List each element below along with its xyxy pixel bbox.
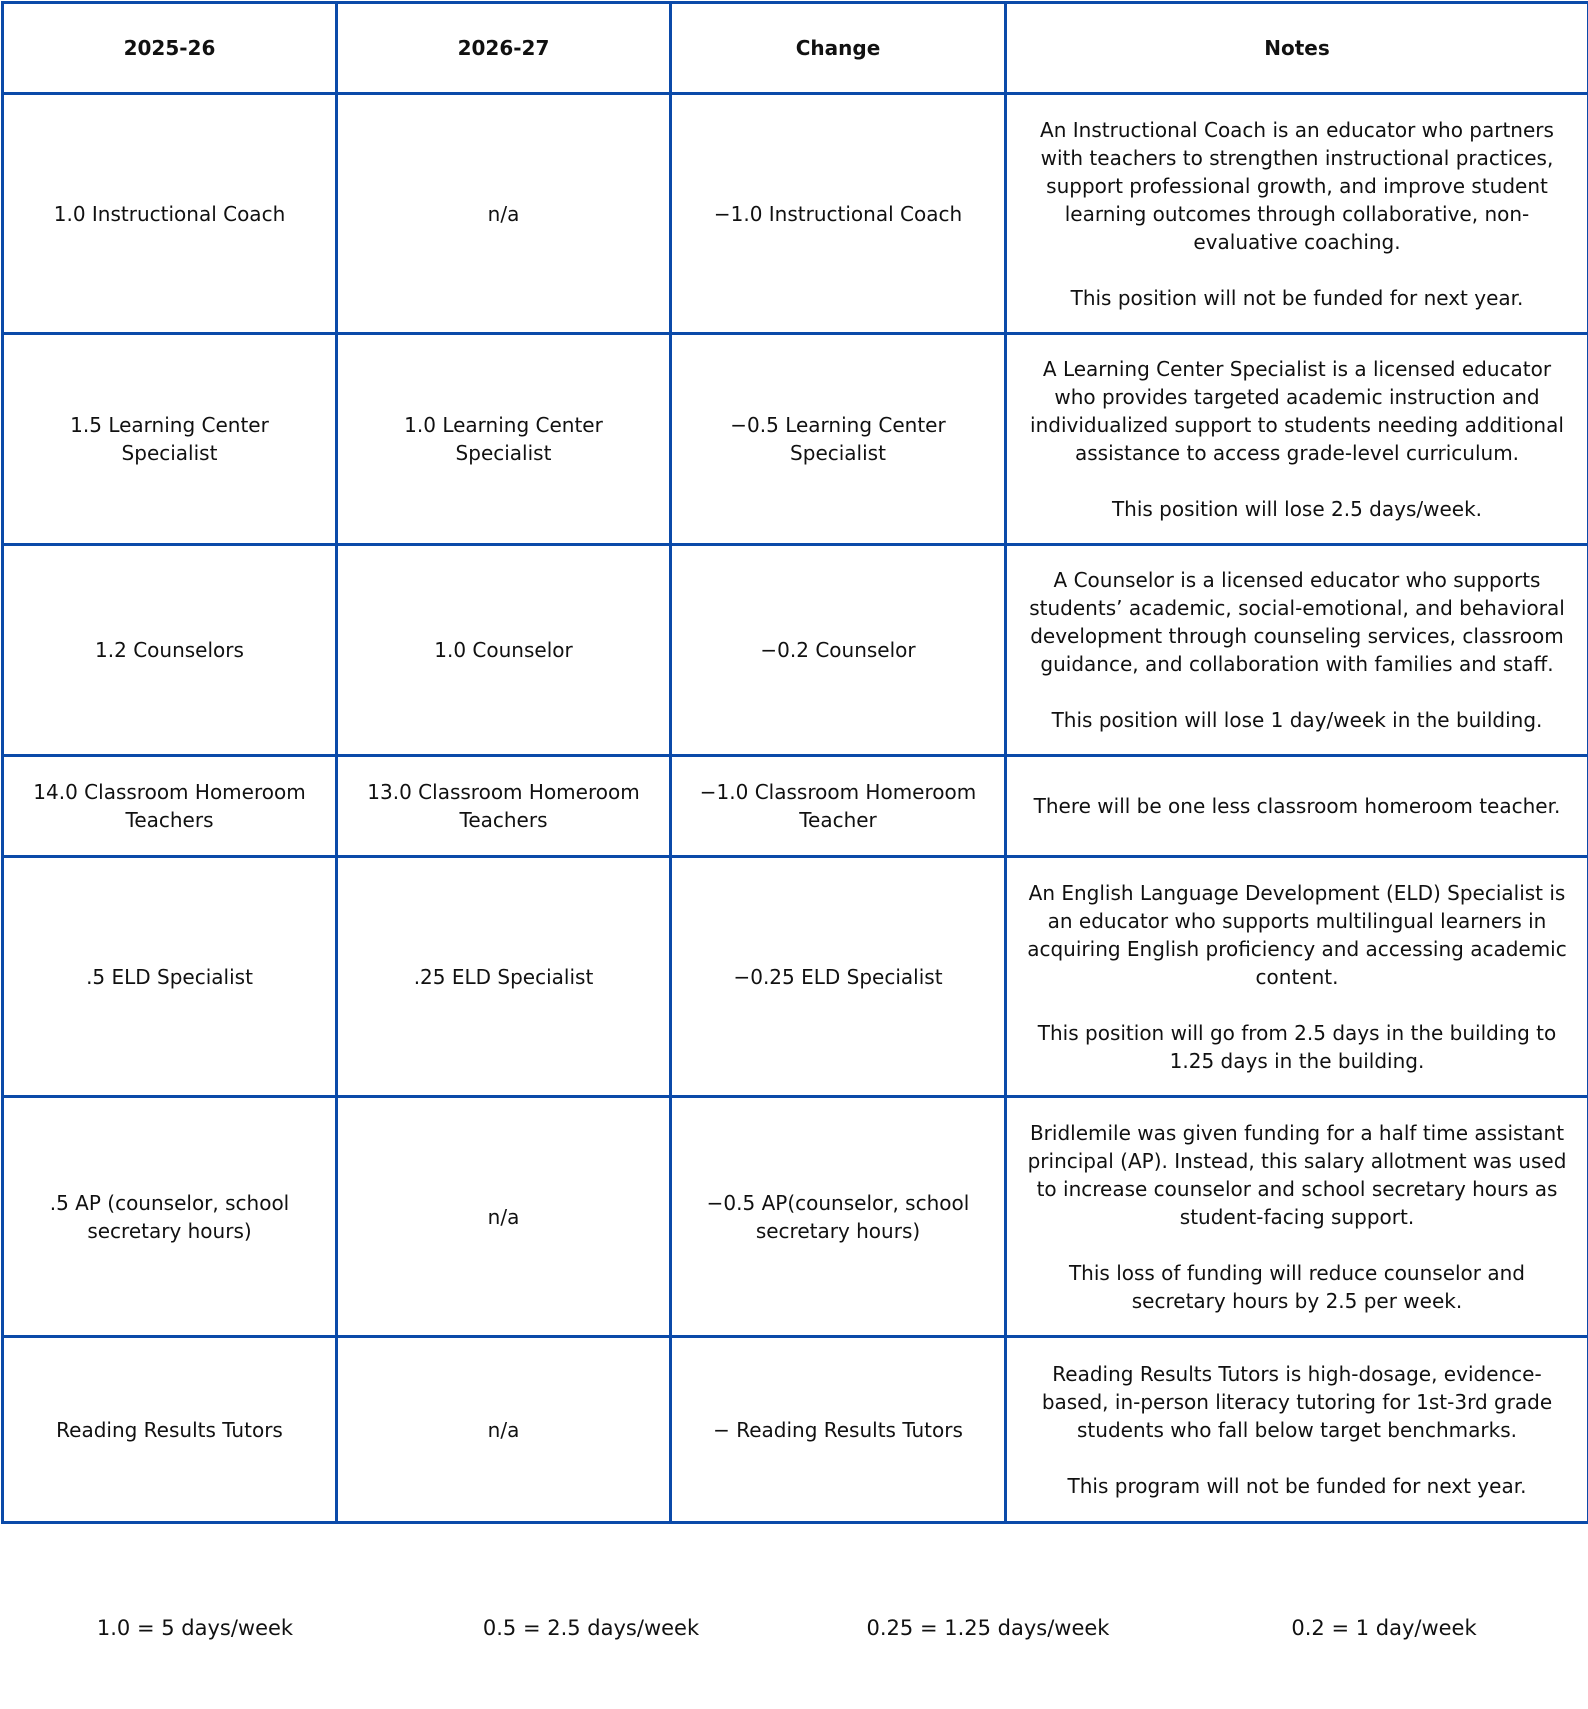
cell-next: n/a	[337, 1337, 671, 1523]
cell-current: Reading Results Tutors	[3, 1337, 337, 1523]
note-description: A Counselor is a licensed educator who supports students’ academic, social-emotional, and behavioral development through counseling services, classroom guidance, and collaboration with families and staff.	[1029, 568, 1565, 676]
staffing-changes-table	[1, 1, 1588, 1524]
table-row	[3, 1097, 1588, 1337]
table-header-row	[3, 3, 1588, 94]
cell-change: − Reading Results Tutors	[671, 1337, 1006, 1523]
cell-current: 1.5 Learning Center Specialist	[3, 334, 337, 545]
legend-item: 0.25 = 1.25 days/week	[866, 1616, 1110, 1640]
note-description: Bridlemile was given funding for a half time assistant principal (AP). Instead, this salary allotment was used to increase counselor and school secretary hours as student-facing support.	[1027, 1120, 1567, 1229]
cell-next: n/a	[337, 1097, 671, 1337]
legend-item: 0.5 = 2.5 days/week	[482, 1616, 700, 1640]
cell-notes	[1006, 545, 1588, 756]
note-spacer	[1025, 467, 1569, 495]
cell-change: −1.0 Classroom Homeroom Teacher	[671, 756, 1006, 857]
table-row	[3, 857, 1588, 1097]
cell-next: 1.0 Counselor	[337, 545, 671, 756]
cell-current: 1.2 Counselors	[3, 545, 337, 756]
legend-item: 0.2 = 1 day/week	[1291, 1616, 1477, 1640]
note-impact: This position will not be funded for next year.	[1070, 285, 1524, 310]
note-description: Reading Results Tutors is high-dosage, evidence-based, in-person literacy tutoring for 1st-3rd grade students who fall below target benchmarks.	[1041, 1361, 1553, 1442]
cell-change: −0.2 Counselor	[671, 545, 1006, 756]
table-row	[3, 334, 1588, 545]
cell-notes	[1006, 857, 1588, 1097]
note-spacer	[1025, 678, 1569, 706]
cell-next: 1.0 Learning Center Specialist	[337, 334, 671, 545]
note-impact: This loss of funding will reduce counselor and secretary hours by 2.5 per week.	[1068, 1260, 1526, 1313]
cell-current: .5 AP (counselor, school secretary hours)	[3, 1097, 337, 1337]
cell-notes	[1006, 1097, 1588, 1337]
header-notes: Notes	[1006, 3, 1588, 94]
fte-legend	[0, 1614, 1588, 1654]
cell-notes	[1006, 334, 1588, 545]
note-impact: This position will go from 2.5 days in the building to 1.25 days in the building.	[1037, 1020, 1557, 1073]
note-spacer	[1025, 1444, 1569, 1472]
cell-change: −0.5 Learning Center Specialist	[671, 334, 1006, 545]
cell-change: −0.5 AP(counselor, school secretary hours)	[671, 1097, 1006, 1337]
note-description: There will be one less classroom homeroom teacher.	[1033, 794, 1561, 818]
note-impact: This position will lose 1 day/week in the building.	[1051, 708, 1543, 732]
header-2026-27: 2026-27	[337, 3, 671, 94]
note-description: A Learning Center Specialist is a licensed educator who provides targeted academic instruction and individualized support to students needing additional assistance to access grade-level curriculum.	[1030, 357, 1564, 465]
cell-current: 14.0 Classroom Homeroom Teachers	[3, 756, 337, 857]
note-description: An Instructional Coach is an educator who partners with teachers to strengthen instructional practices, support professional growth, and improve student learning outcomes through collaborative, non-evaluative coaching.	[1040, 117, 1554, 254]
table-row	[3, 756, 1588, 857]
note-description: An English Language Development (ELD) Specialist is an educator who supports multilingual learners in acquiring English proficiency and accessing academic content.	[1027, 880, 1567, 989]
table-row	[3, 94, 1588, 334]
table-row	[3, 1337, 1588, 1523]
note-spacer	[1025, 991, 1569, 1019]
header-change: Change	[671, 3, 1006, 94]
cell-next: n/a	[337, 94, 671, 334]
legend-item: 1.0 = 5 days/week	[96, 1616, 294, 1640]
note-impact: This position will lose 2.5 days/week.	[1111, 497, 1483, 521]
cell-next: .25 ELD Specialist	[337, 857, 671, 1097]
cell-current: 1.0 Instructional Coach	[3, 94, 337, 334]
cell-notes	[1006, 94, 1588, 334]
note-spacer	[1025, 256, 1569, 284]
cell-notes	[1006, 756, 1588, 857]
cell-next: 13.0 Classroom Homeroom Teachers	[337, 756, 671, 857]
table-row	[3, 545, 1588, 756]
cell-current: .5 ELD Specialist	[3, 857, 337, 1097]
note-spacer	[1025, 1231, 1569, 1259]
cell-notes	[1006, 1337, 1588, 1523]
cell-change: −1.0 Instructional Coach	[671, 94, 1006, 334]
cell-change: −0.25 ELD Specialist	[671, 857, 1006, 1097]
note-impact: This program will not be funded for next year.	[1067, 1473, 1527, 1498]
header-2025-26: 2025-26	[3, 3, 337, 94]
